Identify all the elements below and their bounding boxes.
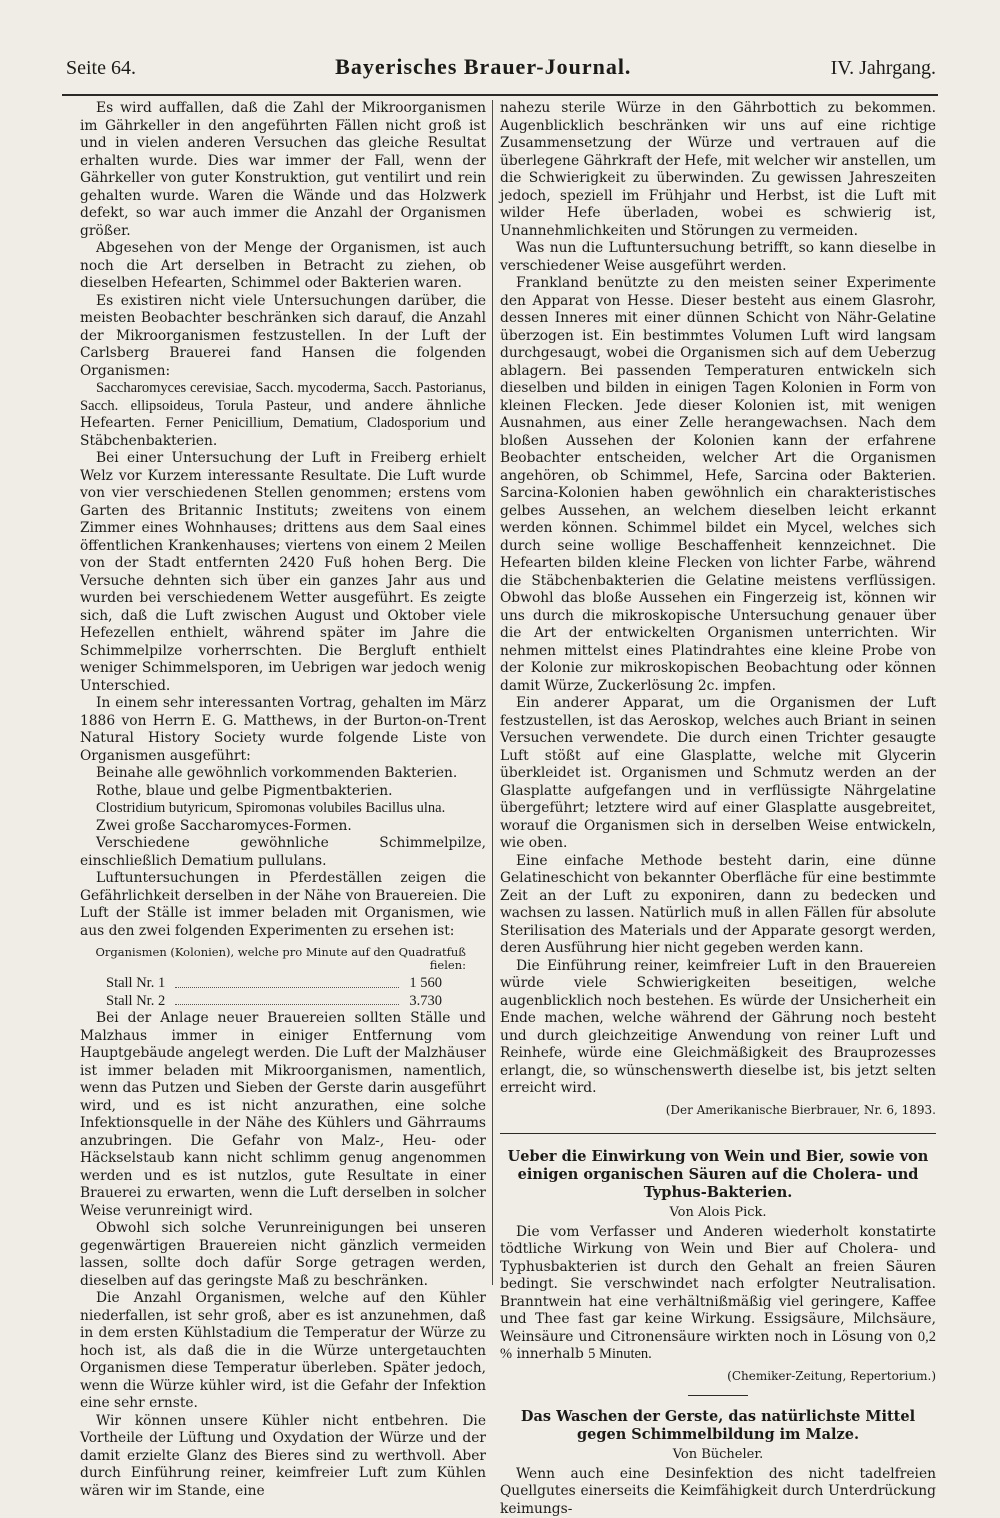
paragraph: Eine einfache Methode besteht darin, eine dünne Gelatineschicht von bekannter Oberfläche für eine bestimmte Zeit an der Luft zu exponiren, dann zu bedecken und wachsen zu lassen. Natürlich muß in allen Fällen für absolute Sterilisation des Materials und der Apparate gesorgt werden, deren Ausführung hier nicht gegeben werden kann. xyxy=(500,853,936,958)
column-divider xyxy=(492,100,493,1285)
paragraph: Bei der Anlage neuer Brauereien sollten Ställe und Malzhaus immer in einiger Entfernung vom Hauptgebäude angelegt werden. Die Luft der Malzhäuser ist immer beladen mit Mikroorganismen, namentlich, wenn das Putzen und Sieben der Gerste darin ausgeführt wird, und es ist nicht anzurathen, eine solche Infektionsquelle in der Nähe des Kühlers und Gährraums anzubringen. Die Gefahr von Malz-, Heu- oder Häckselstaub kann nicht schlimm genug angenommen werden und es ist nutzlos, gute Resultate in einer Brauerei zu erwarten, wenn die Luft derselben in solcher Weise verunreinigt wird. xyxy=(80,1010,486,1220)
paragraph: Frankland benützte zu den meisten seiner Experimente den Apparat von Hesse. Dieser besteht aus einem Glasrohr, dessen Inneres mit einer dünnen Schicht von Nähr-Gelatine überzogen ist. Ein bestimmtes Volumen Luft wird langsam durchgesaugt, wobei die Organismen sich auf dem Ueberzug ablagern. Bei passenden Temperaturen entwickeln sich dieselben und bilden in einigen Tagen Kolonien in Form von kleinen Flecken. Jede dieser Kolonien ist, mit wenigen Ausnahmen, aus einer Zelle herangewachsen. Nach dem bloßen Aussehen der Kolonien kann der erfahrene Beobachter entscheiden, welcher Art die Organismen angehören, ob Schimmel, Hefe, Sarcina oder Bakterien. Sarcina-Kolonien haben gewöhnlich ein charakteristisches gelbes Aussehen, an welchem dieselben leicht erkannt werden können. Schimmel bildet ein Mycel, welches sich durch seine wollige Beschaffenheit kennzeichnet. Die Hefearten bilden kleine Flecken von lichter Farbe, während die Stäbchenbakterien die Gelatine meistens verflüssigen. Obwohl das bloße Aussehen ein Fingerzeig ist, können wir uns durch die mikroskopische Untersuchung genauer über die Art der entwickelten Organismen unterrichten. Wir nehmen mittelst eines Platindrahtes eine kleine Probe von der Kolonie zur mikroskopischen Beobachtung oder können damit Würze, Zuckerlösung 2c. impfen. xyxy=(500,275,936,695)
stall-label: Stall Nr. 1 xyxy=(106,975,165,993)
article-separator xyxy=(500,1133,936,1134)
article-title: Das Waschen der Gerste, das natürlichste Mittel gegen Schimmelbildung im Malze. xyxy=(500,1408,936,1444)
paragraph: Es existiren nicht viele Untersuchungen darüber, die meisten Beobachter beschränken sich darauf, die Anzahl der Mikroorganismen festzustellen. In der Luft der Carlsberg Brauerei fand Hansen die folgenden Organismen: xyxy=(80,293,486,381)
paragraph: Die Anzahl Organismen, welche auf den Kühler niederfallen, ist sehr groß, aber es ist anzunehmen, daß in dem ersten Kühlstadium die Temperatur der Würze zu hoch ist, als daß die in die Würze untergetauchten Organismen diese Temperatur überleben. Später jedoch, wenn die Würze kühler wird, ist die Gefahr der Infektion eine sehr ernste. xyxy=(80,1290,486,1413)
paragraph: Wenn auch eine Desinfektion des nicht tadelfreien Quellgutes einerseits die Keimfähigkeit durch Unterdrückung keimungs- xyxy=(500,1466,936,1518)
paragraph: Abgesehen von der Menge der Organismen, ist auch noch die Art derselben in Betracht zu ziehen, ob dieselben Hefearten, Schimmel oder Bakterien waren. xyxy=(80,240,486,293)
leader-dots xyxy=(175,993,399,1006)
left-column xyxy=(80,100,486,1290)
list-item: Rothe, blaue und gelbe Pigmentbakterien. xyxy=(80,783,486,801)
organism-text: und andere ähnliche Hefearten. xyxy=(80,398,486,432)
header-rule xyxy=(62,94,938,96)
paragraph: Was nun die Luftuntersuchung betrifft, so kann dieselbe in verschiedener Weise ausgeführt werden. xyxy=(500,240,936,275)
list-item: Clostridium butyricum, Spiromonas volubiles Bacillus ulna. xyxy=(80,800,486,818)
paragraph: Luftuntersuchungen in Pferdeställen zeigen die Gefährlichkeit derselben in der Nähe von Brauereien. Die Luft der Ställe ist immer beladen mit Organismen, wie aus den zwei folgenden Experimenten zu ersehen ist: xyxy=(80,870,486,940)
mould-names: Ferner Penicillium, Dematium, Cladosporium xyxy=(165,415,449,431)
paragraph: Bei einer Untersuchung der Luft in Freiberg erhielt Welz vor Kurzem interessante Resultate. Die Luft wurde von vier verschiedenen Stellen genommen; erstens vom Garten des Britannic Instituts; zweitens von einem Zimmer eines Wohnhauses; drittens aus dem Saal eines öffentlichen Krankenhauses; viertens von einem 2 Meilen von der Stadt entfernten 2420 Fuß hohen Berg. Die Versuche dehnten sich über ein ganzes Jahr aus und wurden bei verschiedenem Wetter ausgeführt. Es zeigte sich, daß die Luft zwischen August und Oktober viele Hefezellen enthielt, während später im Jahre die Schimmelpilze vorherrschten. Die Bergluft enthielt weniger Schimmelsporen, im Uebrigen war jedoch wenig Unterschied. xyxy=(80,450,486,695)
article-separator xyxy=(688,1395,748,1396)
article-author: Von Alois Pick. xyxy=(500,1204,936,1222)
article-title: Ueber die Einwirkung von Wein und Bier, sowie von einigen organischen Säuren auf die Cholera- und Typhus-Bakterien. xyxy=(500,1148,936,1202)
organism-list xyxy=(80,380,486,450)
source-citation: (Der Amerikanische Bierbrauer, Nr. 6, 1893. xyxy=(500,1102,936,1120)
text: Die vom Verfasser und Anderen wiederholt konstatirte tödtliche Wirkung von Wein und Bier auf Cholera- und Typhusbakterien ist durch den Gehalt an freien Säuren bedingt. Sie verschwindet nach erfolgter Neutralisation. Branntwein hat eine verhältnißmäßig viel geringere, Kaffee und Thee fast gar keine Wirkung. Essigsäure, Milchsäure, Weinsäure und Citronensäure wirkten noch in Lösung von xyxy=(500,1224,936,1345)
stall-value: 3.730 xyxy=(409,993,442,1011)
concentration-value: 0,2 % xyxy=(500,1329,936,1363)
organism-names: Saccharomyces cerevisiae, Sacch. mycoderma, Sacch. Pastorianus, Sacch. ellipsoideus, Torula Pasteur, xyxy=(80,380,486,414)
organism-text-end: und Stäbchenbakterien. xyxy=(80,415,486,449)
list-item: Verschiedene gewöhnliche Schimmelpilze, einschließlich Dematium pullulans. xyxy=(80,835,486,870)
duration-value: 5 Minuten. xyxy=(588,1346,652,1362)
text: innerhalb xyxy=(512,1346,588,1362)
list-item: Beinahe alle gewöhnlich vorkommenden Bakterien. xyxy=(80,765,486,783)
page-number: Seite 64. xyxy=(66,57,136,80)
table-header: Organismen (Kolonien), welche pro Minute auf den Quadratfuß fielen: xyxy=(80,946,486,972)
paragraph: Es wird auffallen, daß die Zahl der Mikroorganismen im Gährkeller in den angeführten Fällen nicht groß ist und in vielen anderen Versuchen das gleiche Resultat erhalten wurde. Dies war immer der Fall, wenn der Gährkeller von guter Konstruktion, gut ventilirt und rein gehalten wurde. Waren die Wände und das Holzwerk defekt, so war auch immer die Anzahl der Organismen größer. xyxy=(80,100,486,240)
source-citation: (Chemiker-Zeitung, Repertorium.) xyxy=(500,1368,936,1386)
table-row xyxy=(80,975,486,993)
paragraph: Die Einführung reiner, keimfreier Luft in den Brauereien würde viele Schwierigkeiten beseitigen, welche augenblicklich noch bestehen. Es würde der Unsicherheit ein Ende machen, welche während der Gährung noch besteht und durch gleichzeitige Anwendung von reiner Luft und Reinhefe, würde eine Gleichmäßigkeit des Brauprozesses erlangt, die, so wünschenswerth dieselbe ist, bis jetzt selten erreicht wird. xyxy=(500,958,936,1098)
stall-label: Stall Nr. 2 xyxy=(106,993,165,1011)
paragraph: Ein anderer Apparat, um die Organismen der Luft festzustellen, ist das Aeroskop, welches auch Briant in seinen Versuchen verwendete. Die durch einen Trichter gesaugte Luft stößt auf eine Glasplatte, welche mit Glycerin überkleidet ist. Organismen und Schmutz werden an der Glasplatte aufgefangen und in verflüssigte Nährgelatine übergeführt; letztere wird auf einer Glasplatte ausgebreitet, worauf die Organismen sich in derselben Weise entwickeln, wie oben. xyxy=(500,695,936,853)
journal-title: Bayerisches Brauer-Journal. xyxy=(335,54,631,80)
paragraph: In einem sehr interessanten Vortrag, gehalten im März 1886 von Herrn E. G. Matthews, in der Burton-on-Trent Natural History Society wurde folgende Liste von Organismen ausgeführt: xyxy=(80,695,486,765)
list-item: Zwei große Saccharomyces-Formen. xyxy=(80,818,486,836)
volume-label: IV. Jahrgang. xyxy=(831,57,936,80)
paragraph: Wir können unsere Kühler nicht entbehren. Die Vortheile der Lüftung und Oxydation der Würze und der damit erzielte Glanz des Bieres sind zu werthvoll. Aber durch Einführung reiner, keimfreier Luft zum Kühlen wären wir im Stande, eine xyxy=(80,1413,486,1501)
right-column xyxy=(500,100,936,1290)
paragraph xyxy=(500,1224,936,1364)
paragraph: nahezu sterile Würze in den Gährbottich zu bekommen. Augenblicklich beschränken wir uns auf eine richtige Zusammensetzung der Würze und vertrauen auf die überlegene Gährkraft der Hefe, mit welcher wir anstellen, um die Schwierigkeit zu überwinden. Zu gewissen Jahreszeiten jedoch, speziell im Frühjahr und Herbst, ist die Luft mit wilder Hefe überladen, wobei es schwierig ist, Unannehmlichkeiten und Störungen zu vermeiden. xyxy=(500,100,936,240)
article-author: Von Bücheler. xyxy=(500,1446,936,1464)
table-row xyxy=(80,993,486,1011)
paragraph: Obwohl sich solche Verunreinigungen bei unseren gegenwärtigen Brauereien nicht gänzlich vermeiden lassen, sollte doch dafür Sorge getragen werden, dieselben auf das geringste Maß zu beschränken. xyxy=(80,1220,486,1290)
stall-value: 1 560 xyxy=(409,975,442,993)
page-header xyxy=(66,54,936,94)
leader-dots xyxy=(175,975,399,988)
